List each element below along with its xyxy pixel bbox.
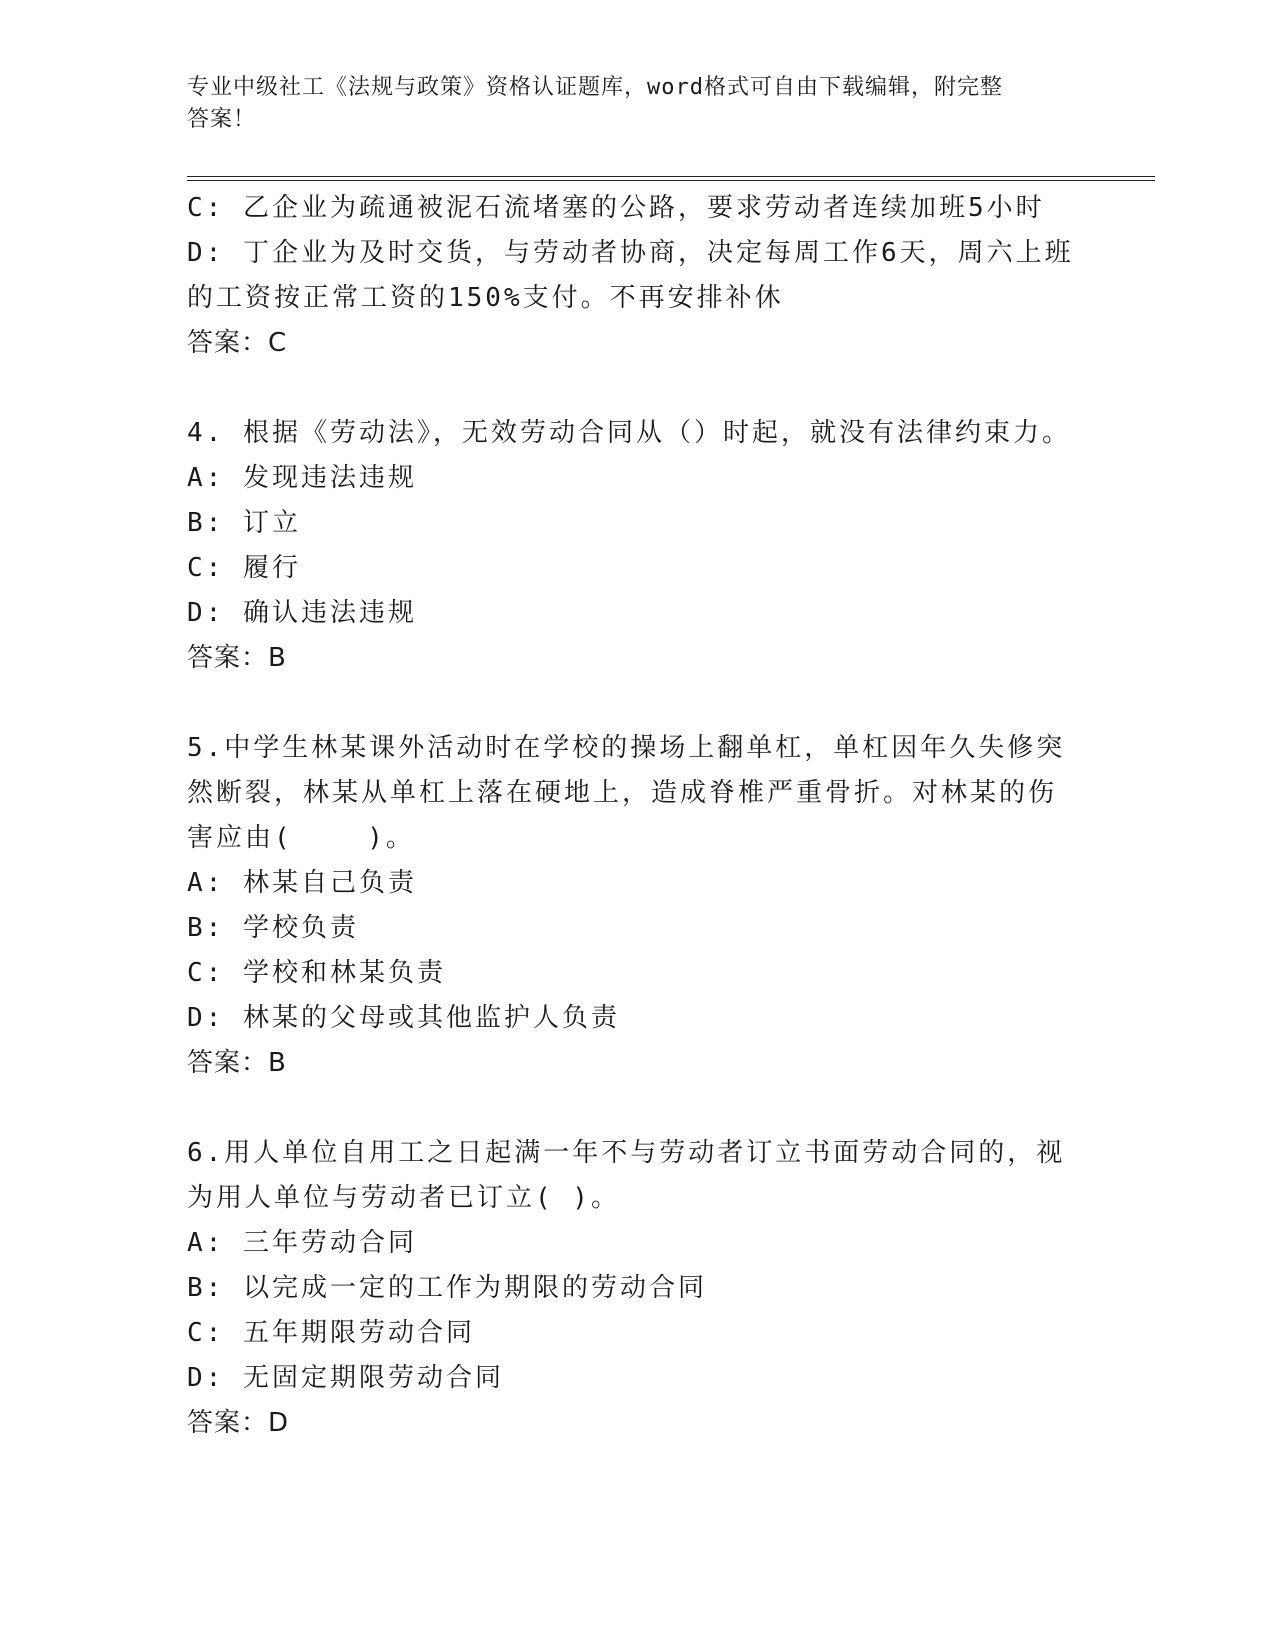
option-d: D: 无固定期限劳动合同 [187,1363,504,1393]
option-c: C: 学校和林某负责 [187,958,446,988]
option-b: B: 以完成一定的工作为期限的劳动合同 [187,1273,707,1303]
spacer [187,681,1087,726]
question-4 [187,411,1087,681]
header-divider [187,176,1155,181]
option-b: B: 学校负责 [187,913,359,943]
header-line-2: 答案！ [187,107,257,132]
option-d: D: 确认违法违规 [187,598,417,628]
option-c: C: 履行 [187,553,301,583]
question-stem: 5.中学生林某课外活动时在学校的操场上翻单杠，单杠因年久失修突 [187,733,1066,763]
spacer [187,1086,1087,1131]
option-d-continued: 的工资按正常工资的150%支付。不再安排补休 [187,283,784,313]
option-a: A: 林某自己负责 [187,868,417,898]
spacer [187,366,1087,411]
option-b: B: 订立 [187,508,301,538]
option-a: A: 发现违法违规 [187,463,417,493]
option-c: C: 五年期限劳动合同 [187,1318,475,1348]
question-stem: 4. 根据《劳动法》，无效劳动合同从（）时起，就没有法律约束力。 [187,418,1071,448]
question-list [187,186,1087,1446]
answer: 答案：C [187,328,288,358]
question-3-tail [187,186,1087,366]
answer: 答案：D [187,1408,290,1438]
option-d: D: 丁企业为及时交货，与劳动者协商，决定每周工作6天，周六上班 [187,238,1074,268]
answer: 答案：B [187,1048,287,1078]
question-6 [187,1131,1087,1446]
question-stem-continued: 为用人单位与劳动者已订立( )。 [187,1183,620,1213]
header-line-1: 专业中级社工《法规与政策》资格认证题库，word格式可自由下载编辑，附完整 [187,75,1003,100]
question-stem-continued: 然断裂，林某从单杠上落在硬地上，造成脊椎严重骨折。对林某的伤 [187,778,1058,808]
question-stem-continued: 害应由( )。 [187,823,415,853]
question-5 [187,726,1087,1086]
option-d: D: 林某的父母或其他监护人负责 [187,1003,620,1033]
answer: 答案：B [187,643,287,673]
question-stem: 6.用人单位自用工之日起满一年不与劳动者订立书面劳动合同的，视 [187,1138,1066,1168]
option-a: A: 三年劳动合同 [187,1228,417,1258]
page-header [187,72,1067,136]
option-c: C: 乙企业为疏通被泥石流堵塞的公路，要求劳动者连续加班5小时 [187,193,1045,223]
